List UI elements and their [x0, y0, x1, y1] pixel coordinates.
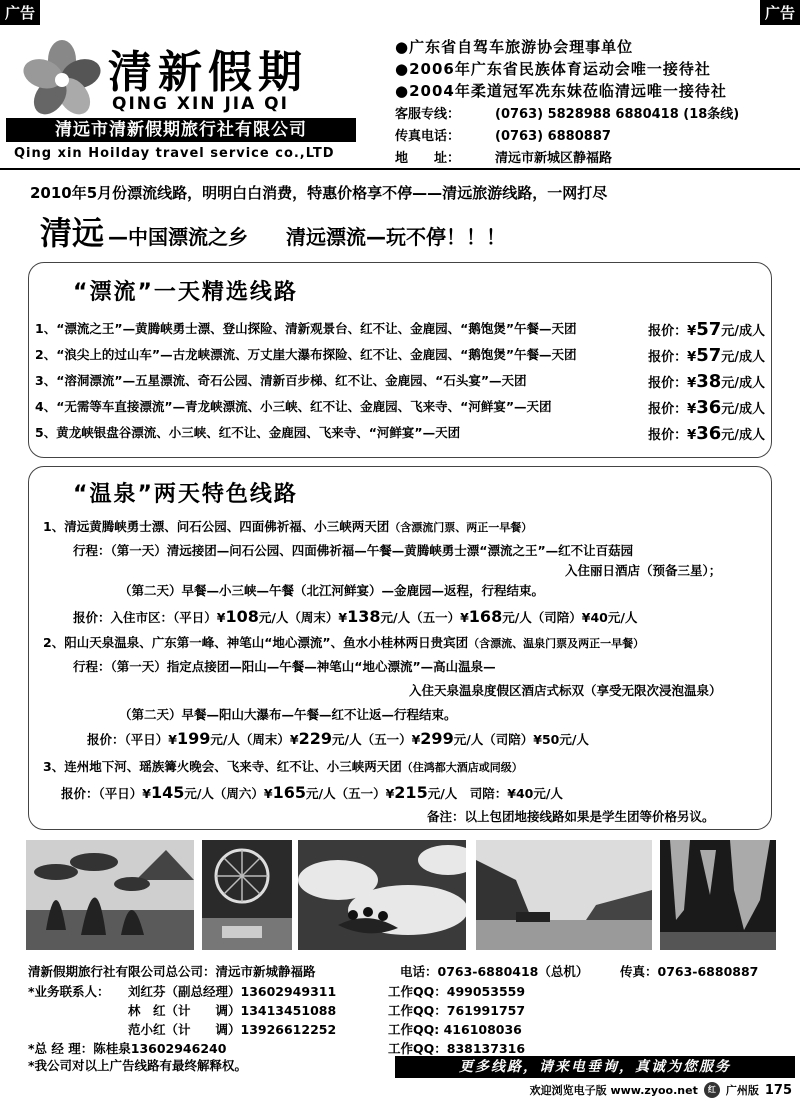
route1-day2: （第二天）早餐—小三峡—午餐（北江河鲜宴）—金鹿园—返程，行程结束。 [119, 583, 545, 598]
price-text: 报价：（平日）¥ [61, 786, 151, 801]
price-value: 168 [468, 607, 503, 626]
contact-person: 林 红（计 调）13413451088 [128, 1003, 337, 1018]
contact-qq: 工作QQ：499053559 [388, 984, 526, 999]
price-text: 元/人（五一）¥ [306, 786, 395, 801]
route2-title-text: 2、阳山天泉温泉、广东第一峰、神笔山“地心漂流”、鱼水小桂林两日贵宾团 [43, 635, 469, 650]
general-manager: *总 经 理：陈桂泉13602946240 [28, 1041, 227, 1056]
route-text: 4、“无需等车直接漂流”—青龙峡漂流、小三峡、红不让、金鹿园、飞来寺、“河鲜宴”—天团 [35, 399, 552, 414]
footer-hq: 清新假期旅行社有限公司总公司：清远市新城静福路 [28, 964, 316, 979]
headline-qingyuan: 清远 [40, 214, 105, 252]
footer-phone: 电话：0763-6880418（总机） [400, 964, 589, 979]
price-unit: 元/成人 [721, 350, 765, 365]
gm-qq: 工作QQ：838137316 [388, 1041, 526, 1056]
headline-slogan [40, 208, 506, 254]
price-text: 元/人（周末）¥ [210, 732, 299, 747]
price-label: 报价：¥ [648, 428, 697, 443]
edition-text: 广州版 [725, 1084, 759, 1097]
route-row [35, 345, 765, 366]
price-text: 报价：入住市区：（平日）¥ [73, 610, 226, 625]
remark: 备注：以上包团地接线路如果是学生团等价格另议。 [427, 809, 715, 824]
website-text: 欢迎浏览电子版 www.zyoo.net [529, 1084, 698, 1097]
service-value: (0763) 5828988 6880418 (18条线) [495, 107, 740, 122]
price-text: 元/人（司陪）¥40元/人 [502, 610, 638, 625]
fax-value: (0763) 6880887 [495, 129, 611, 144]
route2-note: （含漂流、温泉门票及两正一早餐） [468, 637, 645, 650]
route-text: 2、“浪尖上的过山车”—古龙峡漂流、万丈崖大瀑布探险、红不让、金鹿园、“鹅饱煲”午餐—天团 [35, 347, 577, 362]
price-value: 57 [696, 345, 722, 366]
route2-day1: 行程：（第一天）指定点接团—阳山—午餐—神笔山“地心漂流”—高山温泉— [73, 659, 496, 674]
address-row [395, 148, 739, 170]
route1-title [43, 517, 532, 535]
header [0, 22, 800, 170]
address-value: 清远市新城区静福路 [495, 151, 613, 166]
price-value: 145 [150, 783, 185, 802]
price-label: 报价：¥ [648, 324, 697, 339]
price-text: 元/人（司陪）¥50元/人 [453, 732, 589, 747]
route1-note: （含漂流门票、两正一早餐） [389, 521, 533, 534]
price-value: 215 [394, 783, 428, 802]
company-name-bar: 清远市清新假期旅行社有限公司 [6, 118, 356, 142]
route2-price [87, 729, 589, 748]
route1-day1: 行程：（第一天）清远接团—问石公园、四面佛祈福—午餐—黄腾峡勇士漂“漂流之王”—红不让百菇园 [73, 543, 634, 558]
route2-hotel: 入住天泉温泉度假区酒店式标双（享受无限次浸泡温泉） [409, 683, 722, 698]
route-price [648, 371, 765, 392]
honor-item: ●广东省自驾车旅游协会理事单位 [395, 38, 634, 56]
price-label: 报价：¥ [648, 402, 697, 417]
page-footer [530, 1082, 792, 1098]
contact-person: 范小红（计 调）13926612252 [128, 1022, 337, 1037]
hotspring-routes-panel [28, 466, 772, 830]
route-price [648, 345, 765, 366]
rafting-panel-title: “漂流”一天精选线路 [73, 280, 298, 305]
price-value: 38 [696, 371, 722, 392]
service-label: 客服专线： [395, 107, 461, 122]
price-value: 299 [420, 729, 454, 748]
route2-title [43, 633, 644, 651]
price-text: 报价：（平日）¥ [87, 732, 177, 747]
photo-strip [26, 840, 776, 950]
flower-logo-icon [22, 40, 102, 120]
price-label: 报价：¥ [648, 376, 697, 391]
route1-price [73, 607, 637, 626]
route3-title-text: 3、连州地下河、瑶族篝火晚会、飞来寺、红不让、小三峡两天团 [43, 759, 402, 774]
headline-slogan-1: —中国漂流之乡 [108, 225, 249, 249]
route-price [648, 397, 765, 418]
edition-logo-icon: 红 [704, 1082, 720, 1098]
price-value: 138 [347, 607, 381, 626]
price-value: 165 [272, 783, 307, 802]
contact-qq: 工作QQ: 416108036 [388, 1022, 522, 1037]
footer-fax: 传真：0763-6880887 [620, 964, 759, 979]
contacts-label: *业务联系人： [28, 984, 110, 999]
route-row [35, 371, 765, 392]
service-hotline-row [395, 104, 739, 126]
price-value: 108 [225, 607, 259, 626]
fax-row [395, 126, 739, 148]
palm-resort-photo [26, 840, 194, 950]
route-price [648, 319, 765, 340]
headline-slogan-2: 清远漂流—玩不停！！！ [286, 225, 507, 249]
price-unit: 元/成人 [721, 428, 765, 443]
price-text: 元/人 司陪：¥40元/人 [427, 786, 563, 801]
page-number: 175 [764, 1082, 792, 1098]
price-text: 元/人（五一）¥ [332, 732, 421, 747]
route-row [35, 397, 765, 418]
route2-day2: （第二天）早餐—阳山大瀑布—午餐—红不让返—行程结束。 [119, 707, 457, 722]
price-value: 57 [696, 319, 722, 340]
route-text: 3、“溶洞漂流”—五星漂流、奇石公园、清新百步梯、红不让、金鹿园、“石头宴”—天团 [35, 373, 527, 388]
price-value: 229 [298, 729, 333, 748]
honor-item: ●2006年广东省民族体育运动会唯一接待社 [395, 60, 711, 78]
rafting-photo [298, 840, 466, 950]
price-value: 199 [176, 729, 211, 748]
contact-qq: 工作QQ：761991757 [388, 1003, 526, 1018]
service-banner: 更多线路，请来电垂询，真诚为您服务 [395, 1056, 795, 1078]
price-label: 报价：¥ [648, 350, 697, 365]
price-text: 元/人（周末）¥ [258, 610, 348, 625]
rafting-routes-panel [28, 262, 772, 458]
price-unit: 元/成人 [721, 376, 765, 391]
cave-photo [660, 840, 776, 950]
ad-tag-left: 广告 [0, 0, 40, 25]
honors-list [395, 36, 727, 102]
honor-item: ●2004年柔道冠军冼东妹莅临清远唯一接待社 [395, 82, 727, 100]
route1-title-text: 1、清远黄腾峡勇士漂、问石公园、四面佛祈福、小三峡两天团 [43, 519, 390, 534]
price-text: 元/人（周六）¥ [184, 786, 273, 801]
route-row [35, 319, 765, 340]
route-price [648, 423, 765, 444]
route1-hotel: 入住丽日酒店（预备三星）； [565, 563, 722, 578]
river-gorge-photo [476, 840, 652, 950]
route-text: 5、黄龙峡银盘谷漂流、小三峡、红不让、金鹿园、飞来寺、“河鲜宴”—天团 [35, 425, 461, 440]
headline-intro: 2010年5月份漂流线路，明明白白消费，特惠价格享不停——清远旅游线路，一网打尽 [30, 184, 608, 202]
price-unit: 元/成人 [721, 402, 765, 417]
brand-title: 清新假期 [108, 47, 308, 98]
contact-person: 刘红芬（副总经理）13602949311 [128, 984, 337, 999]
company-name-en: Qing xin Hoilday travel service co.,LTD [14, 146, 335, 161]
ferris-wheel-photo [202, 840, 292, 950]
contact-table [395, 104, 739, 170]
price-unit: 元/成人 [721, 324, 765, 339]
ad-tag-right: 广告 [760, 0, 800, 25]
route3-note: （住鸿都大酒店或同级） [401, 761, 523, 774]
price-value: 36 [696, 397, 722, 418]
route3-price [61, 783, 563, 802]
address-label: 地 址： [395, 151, 461, 166]
price-value: 36 [696, 423, 722, 444]
route-row [35, 423, 765, 444]
fax-label: 传真电话： [395, 129, 461, 144]
brand-pinyin: QING XIN JIA QI [112, 94, 289, 114]
route3-title [43, 757, 523, 775]
hotspring-panel-title: “温泉”两天特色线路 [73, 482, 298, 507]
route-text: 1、“漂流之王”—黄腾峡勇士漂、登山探险、清新观景台、红不让、金鹿园、“鹅饱煲”午餐—天团 [35, 321, 577, 336]
price-text: 元/人（五一）¥ [380, 610, 469, 625]
disclaimer: *我公司对以上广告线路有最终解释权。 [28, 1058, 248, 1073]
